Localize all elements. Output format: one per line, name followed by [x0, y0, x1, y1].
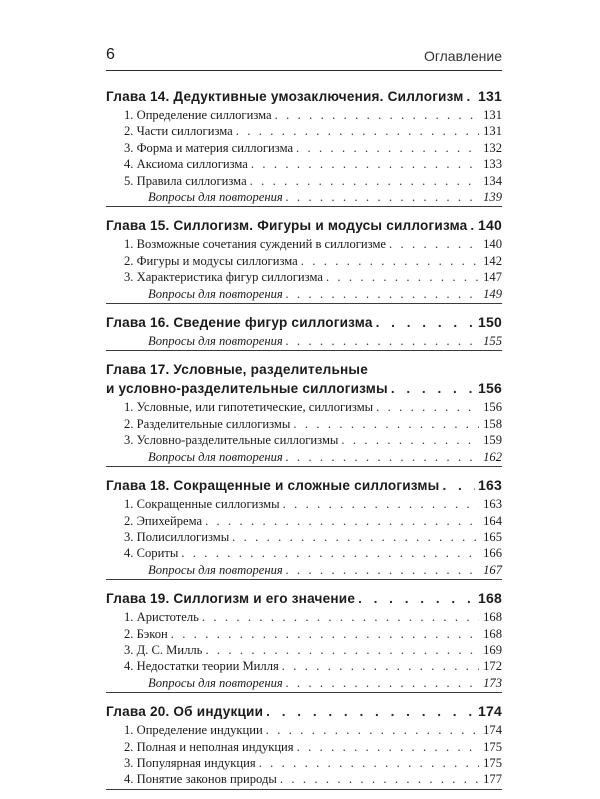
chapter-page: 174 [478, 703, 502, 720]
section-entry [106, 253, 502, 269]
entry-page: 162 [483, 449, 502, 464]
entry-label: 4. Сориты [124, 546, 179, 561]
entry-page: 165 [483, 529, 502, 544]
entry-label: 1. Возможные сочетания суждений в силлогизме [124, 237, 387, 252]
chapter-title: Глава 19. Силлогизм и его значение [106, 591, 356, 607]
section-entry [106, 173, 502, 189]
chapter-page: 163 [478, 477, 502, 494]
dot-leader [171, 626, 479, 642]
entry-page: 174 [483, 723, 502, 738]
entry-page: 139 [483, 190, 502, 205]
dot-leader [232, 529, 479, 545]
review-questions-entry [106, 189, 502, 205]
chapter-heading [106, 313, 502, 332]
dot-leader [251, 156, 479, 172]
entry-label: 3. Д. С. Милль [124, 642, 203, 657]
page-number: 6 [106, 46, 115, 63]
entry-page: 175 [483, 739, 502, 754]
section-entry [106, 399, 502, 415]
dot-leader [301, 253, 479, 269]
dot-leader [283, 496, 479, 512]
dot-leader [467, 87, 476, 106]
dot-leader [297, 739, 479, 755]
section-entry [106, 496, 502, 512]
entry-label: 4. Недостатки теории Милля [124, 659, 279, 674]
dot-leader [280, 771, 479, 787]
dot-leader [202, 609, 479, 625]
entry-label: 2. Эпихейрема [124, 513, 203, 528]
dot-leader [275, 107, 479, 123]
entry-label: Вопросы для повторения [148, 675, 283, 690]
section-entry [106, 416, 502, 432]
chapter-block [106, 360, 502, 467]
entry-label: 5. Правила силлогизма [124, 173, 247, 188]
dot-leader [250, 173, 479, 189]
entry-page: 168 [483, 626, 502, 641]
section-entry [106, 236, 502, 252]
entry-label: 4. Аксиома силлогизма [124, 157, 248, 172]
dot-leader [286, 286, 479, 302]
entry-label: Вопросы для повторения [148, 449, 283, 464]
chapter-block [106, 87, 502, 207]
dot-leader [389, 236, 479, 252]
chapter-heading [106, 589, 502, 608]
table-of-contents [106, 87, 502, 799]
chapter-page: 131 [478, 88, 502, 104]
chapter-title: Глава 14. Дедуктивные умозаключения. Силлогизм [106, 89, 464, 104]
section-entry [106, 545, 502, 561]
entry-page: 155 [483, 334, 502, 349]
entry-page: 140 [483, 237, 502, 252]
entry-label: 1. Условные, или гипотетические, силлогизмы [124, 400, 374, 415]
section-entry [106, 156, 502, 172]
entry-label: Вопросы для повторения [148, 334, 283, 349]
dot-leader [391, 379, 475, 398]
section-entry [106, 140, 502, 156]
entry-page: 172 [483, 659, 502, 674]
entry-page: 168 [483, 610, 502, 625]
chapter-heading [106, 216, 502, 235]
section-entry [106, 269, 502, 285]
chapter-page: 140 [478, 217, 502, 234]
dot-leader [181, 545, 479, 561]
entry-page: 164 [483, 513, 502, 528]
dot-leader [376, 313, 475, 332]
entry-label: 1. Аристотель [124, 610, 199, 625]
entry-label: 3. Характеристика фигур силлогизма [124, 270, 323, 285]
section-entry [106, 642, 502, 658]
dot-leader [296, 140, 479, 156]
entry-label: 4. Понятие законов природы [124, 772, 277, 787]
entry-page: 149 [483, 286, 502, 301]
section-entry [106, 626, 502, 642]
chapter-page: 150 [478, 314, 502, 331]
review-questions-entry [106, 449, 502, 465]
entry-page: 133 [483, 157, 502, 172]
page-header [106, 46, 502, 71]
entry-label: 2. Фигуры и модусы силлогизма [124, 253, 298, 268]
entry-page: 167 [483, 562, 502, 577]
running-title: Оглавление [423, 48, 502, 64]
chapter-page: 156 [478, 380, 502, 397]
dot-leader [376, 399, 479, 415]
dot-leader [259, 755, 479, 771]
dot-leader [326, 269, 479, 285]
entry-label: 3. Форма и материя силлогизма [124, 140, 294, 155]
chapter-title: Глава 15. Силлогизм. Фигуры и модусы силлогизма [106, 218, 468, 234]
dot-leader [470, 216, 475, 235]
dot-leader [205, 642, 479, 658]
entry-page: 163 [483, 497, 502, 512]
chapter-block [106, 216, 502, 304]
dot-leader [286, 675, 479, 691]
chapter-heading [106, 476, 502, 495]
section-entry [106, 609, 502, 625]
dot-leader [286, 562, 479, 578]
dot-leader [286, 189, 479, 205]
entry-page: 158 [483, 416, 502, 431]
chapter-page: 168 [478, 590, 502, 607]
section-entry [106, 739, 502, 755]
entry-label: 2. Полная и неполная индукция [124, 739, 294, 754]
section-entry [106, 771, 502, 787]
dot-leader [442, 476, 475, 495]
entry-label: Вопросы для повторения [148, 190, 283, 205]
section-entry [106, 107, 502, 123]
chapter-heading [106, 360, 502, 398]
entry-label: Вопросы для повторения [148, 286, 283, 301]
chapter-block [106, 313, 502, 351]
entry-page: 131 [483, 108, 502, 122]
entry-label: 2. Бэкон [124, 626, 168, 641]
chapter-title: Глава 20. Об индукции [106, 704, 264, 720]
entry-page: 169 [483, 642, 502, 657]
review-questions-entry [106, 286, 502, 302]
entry-label: 3. Популярная индукция [124, 755, 256, 770]
chapter-heading [106, 87, 502, 106]
entry-label: Вопросы для повторения [148, 562, 283, 577]
section-entry [106, 432, 502, 448]
section-entry [106, 123, 502, 139]
review-questions-entry [106, 333, 502, 349]
section-entry [106, 529, 502, 545]
entry-label: 1. Определение силлогизма [124, 108, 272, 122]
dot-leader [358, 589, 475, 608]
entry-label: 2. Разделительные силлогизмы [124, 416, 291, 431]
entry-page: 159 [483, 433, 502, 448]
dot-leader [341, 432, 479, 448]
chapter-title: Глава 17. Условные, разделительные и условно-разделительные силлогизмы [106, 362, 388, 397]
dot-leader [236, 123, 479, 139]
entry-page: 132 [483, 140, 502, 155]
chapter-block [106, 589, 502, 693]
chapter-title: Глава 16. Сведение фигур силлогизма [106, 315, 373, 331]
dot-leader [266, 722, 479, 738]
entry-label: 3. Полисиллогизмы [124, 529, 230, 544]
entry-page: 147 [483, 270, 502, 285]
entry-page: 134 [483, 173, 502, 188]
dot-leader [286, 333, 479, 349]
dot-leader [266, 702, 475, 721]
entry-page: 156 [483, 400, 502, 415]
dot-leader [282, 658, 479, 674]
chapter-block [106, 476, 502, 580]
chapter-title: Глава 18. Сокращенные и сложные силлогизмы [106, 478, 440, 494]
entry-label: 1. Определение индукции [124, 723, 263, 738]
entry-page: 142 [483, 253, 502, 268]
section-entry [106, 755, 502, 771]
chapter-heading [106, 702, 502, 721]
review-questions-entry [106, 562, 502, 578]
dot-leader [205, 513, 479, 529]
entry-page: 173 [483, 675, 502, 690]
review-questions-entry [106, 675, 502, 691]
chapter-block [106, 702, 502, 790]
entry-page: 177 [483, 772, 502, 787]
entry-page: 131 [483, 124, 502, 139]
section-entry [106, 722, 502, 738]
entry-page: 166 [483, 546, 502, 561]
section-entry [106, 658, 502, 674]
entry-label: 3. Условно-разделительные силлогизмы [124, 433, 339, 448]
section-entry [106, 513, 502, 529]
dot-leader [293, 416, 479, 432]
entry-page: 175 [483, 755, 502, 770]
entry-label: 2. Части силлогизма [124, 124, 233, 139]
dot-leader [286, 449, 479, 465]
entry-label: 1. Сокращенные силлогизмы [124, 497, 280, 512]
